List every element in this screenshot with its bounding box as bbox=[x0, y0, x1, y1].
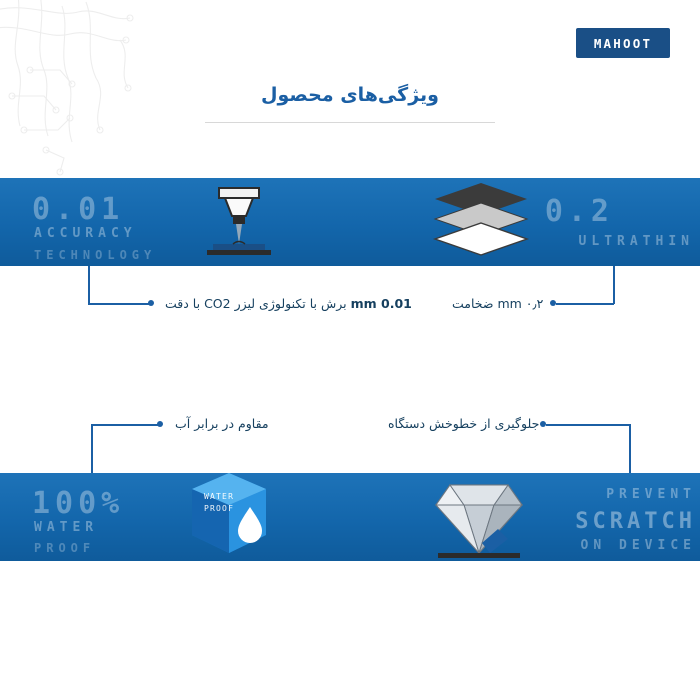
connector-scratch-horizontal bbox=[546, 424, 631, 426]
brand-logo bbox=[576, 28, 670, 58]
scratch-prevent-label: PREVENT bbox=[606, 487, 696, 502]
waterproof-value: 100% bbox=[32, 486, 125, 521]
caption-ultrathin bbox=[452, 296, 543, 311]
diamond-icon bbox=[424, 477, 534, 563]
connector-ultrathin-horizontal bbox=[556, 303, 614, 305]
svg-text:PROOF: PROOF bbox=[204, 504, 235, 513]
page-title: ویژگی‌های محصول bbox=[261, 84, 439, 106]
caption-accuracy bbox=[165, 296, 412, 311]
connector-waterproof-horizontal bbox=[91, 424, 159, 426]
svg-text:WATER: WATER bbox=[204, 492, 235, 501]
caption-scratch: جلوگیری از خطوخش دستگاه bbox=[388, 416, 540, 431]
accuracy-label: ACCURACY bbox=[34, 226, 137, 241]
accuracy-sublabel: TECHNOLOGY bbox=[34, 248, 157, 262]
connector-accuracy-vertical bbox=[88, 266, 90, 304]
caption-accuracy-value: 0.01 mm bbox=[350, 296, 412, 311]
connector-ultrathin-vertical bbox=[613, 266, 615, 304]
connector-ultrathin-dot bbox=[550, 300, 556, 306]
connector-scratch-vertical bbox=[629, 424, 631, 473]
connector-scratch-dot bbox=[540, 421, 546, 427]
laser-cutter-icon bbox=[203, 186, 275, 262]
waterproof-box-icon bbox=[174, 471, 284, 563]
waterproof-label: WATER bbox=[34, 520, 99, 535]
waterproof-sublabel: PROOF bbox=[34, 541, 96, 555]
ultrathin-label: ULTRATHIN bbox=[578, 234, 694, 249]
connector-waterproof-vertical bbox=[91, 424, 93, 473]
caption-ultrathin-value: ۰٫۲ mm bbox=[497, 296, 544, 311]
layers-stack-icon bbox=[429, 181, 533, 263]
feature-bar-accuracy bbox=[0, 178, 356, 266]
connector-waterproof-dot bbox=[157, 421, 163, 427]
title-divider bbox=[205, 122, 495, 123]
connector-accuracy-horizontal bbox=[88, 303, 150, 305]
caption-waterproof: مقاوم در برابر آب bbox=[175, 416, 269, 431]
connector-accuracy-dot bbox=[148, 300, 154, 306]
accuracy-value: 0.01 bbox=[32, 192, 125, 227]
scratch-label: SCRATCH bbox=[575, 509, 696, 534]
ultrathin-value: 0.2 bbox=[544, 194, 614, 229]
caption-ultrathin-text: ضخامت bbox=[452, 296, 494, 311]
brand-logo-text: MAHOOT bbox=[593, 35, 653, 51]
scratch-sublabel: ON DEVICE bbox=[580, 538, 696, 553]
caption-accuracy-text: برش با تکنولوژی لیزر CO2 با دقت bbox=[165, 296, 347, 311]
